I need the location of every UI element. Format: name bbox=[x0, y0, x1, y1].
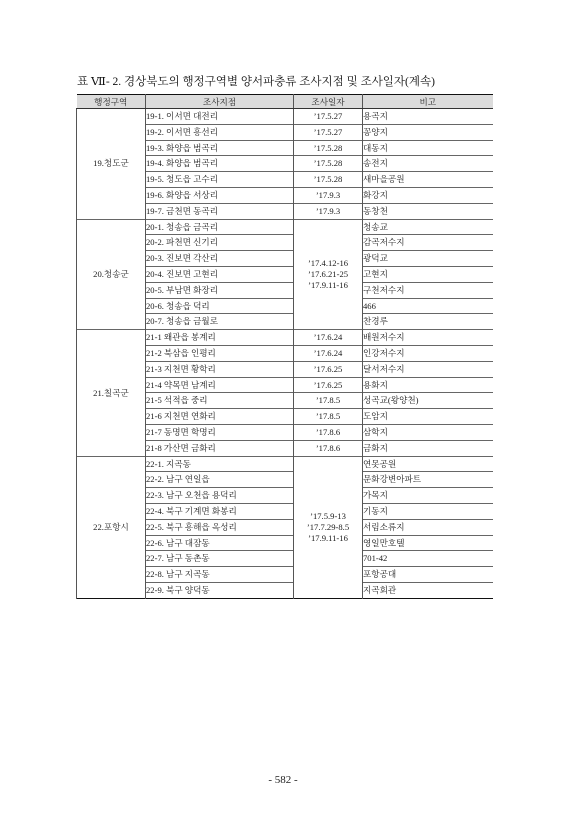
site-cell: 21-1 왜관읍 봉계리 bbox=[146, 330, 294, 346]
header-site: 조사지점 bbox=[146, 95, 294, 109]
site-cell: 19-5. 청도읍 고수리 bbox=[146, 172, 294, 188]
note-cell: 삼학지 bbox=[363, 424, 493, 440]
table-header bbox=[77, 95, 493, 109]
site-cell: 20-7. 청송읍 금월로 bbox=[146, 314, 294, 330]
site-cell: 19-2. 이서면 흥선리 bbox=[146, 124, 294, 140]
note-cell: 광덕교 bbox=[363, 251, 493, 267]
date-cell: ’17.6.25 bbox=[294, 361, 363, 377]
table-title: 표 Ⅶ- 2. 경상북도의 행정구역별 양서파충류 조사지점 및 조사일자(계속) bbox=[77, 76, 435, 88]
merged-date-cell bbox=[294, 219, 363, 330]
site-cell: 20-3. 진보면 각산리 bbox=[146, 251, 294, 267]
note-cell: 배원저수지 bbox=[363, 330, 493, 346]
note-cell: 금화지 bbox=[363, 440, 493, 456]
site-cell: 21-8 가산면 금화리 bbox=[146, 440, 294, 456]
date-cell: ’17.6.25 bbox=[294, 377, 363, 393]
site-cell: 20-4. 진보면 고현리 bbox=[146, 266, 294, 282]
header-row bbox=[77, 95, 493, 109]
note-cell: 영일만호텔 bbox=[363, 535, 493, 551]
date-line: ’17.9.11-16 bbox=[308, 532, 348, 543]
site-cell: 20-6. 청송읍 덕리 bbox=[146, 298, 294, 314]
region-cell: 20.청송군 bbox=[77, 219, 146, 330]
date-cell: ’17.6.24 bbox=[294, 345, 363, 361]
region-cell: 21.칠곡군 bbox=[77, 330, 146, 456]
site-cell: 20-5. 부남면 화장리 bbox=[146, 282, 294, 298]
table-row bbox=[77, 330, 493, 346]
site-cell: 22-4. 북구 기계면 화봉리 bbox=[146, 503, 294, 519]
note-cell: 고현지 bbox=[363, 266, 493, 282]
note-cell: 가목지 bbox=[363, 488, 493, 504]
header-region: 행정구역 bbox=[77, 95, 146, 109]
note-cell: 문화강변아파트 bbox=[363, 472, 493, 488]
note-cell: 도암지 bbox=[363, 409, 493, 425]
site-cell: 19-6. 화양읍 서상리 bbox=[146, 187, 294, 203]
site-cell: 22-3. 남구 오천읍 용덕리 bbox=[146, 488, 294, 504]
date-cell: ’17.8.5 bbox=[294, 409, 363, 425]
site-cell: 19-7. 금천면 동곡리 bbox=[146, 203, 294, 219]
site-cell: 21-7 동명면 학명리 bbox=[146, 424, 294, 440]
date-cell: ’17.5.27 bbox=[294, 109, 363, 125]
note-cell: 동창천 bbox=[363, 203, 493, 219]
note-cell: 감곡저수지 bbox=[363, 235, 493, 251]
note-cell: 꽁양지 bbox=[363, 124, 493, 140]
note-cell: 용곡지 bbox=[363, 109, 493, 125]
site-cell: 22-5. 북구 흥해읍 옥성리 bbox=[146, 519, 294, 535]
site-cell: 22-9. 북구 양덕동 bbox=[146, 582, 294, 598]
note-cell: 연못공원 bbox=[363, 456, 493, 472]
date-cell: ’17.5.27 bbox=[294, 124, 363, 140]
site-cell: 22-1. 지곡동 bbox=[146, 456, 294, 472]
site-cell: 21-5 석적읍 중리 bbox=[146, 393, 294, 409]
site-cell: 19-1. 이서면 대전리 bbox=[146, 109, 294, 125]
site-cell: 21-6 지천면 연화리 bbox=[146, 409, 294, 425]
site-cell: 21-3 지천면 황학리 bbox=[146, 361, 294, 377]
date-cell: ’17.6.24 bbox=[294, 330, 363, 346]
note-cell: 기동지 bbox=[363, 503, 493, 519]
note-cell: 송전지 bbox=[363, 156, 493, 172]
site-cell: 22-6. 남구 대잠동 bbox=[146, 535, 294, 551]
date-cell: ’17.5.28 bbox=[294, 172, 363, 188]
header-note: 비고 bbox=[363, 95, 493, 109]
note-cell: 찬경루 bbox=[363, 314, 493, 330]
header-date: 조사일자 bbox=[294, 95, 363, 109]
note-cell: 구천저수지 bbox=[363, 282, 493, 298]
note-cell: 701-42 bbox=[363, 551, 493, 567]
table-row bbox=[77, 109, 493, 125]
date-line: ’17.6.21-25 bbox=[307, 268, 349, 279]
note-cell: 서림소류지 bbox=[363, 519, 493, 535]
table-row bbox=[77, 456, 493, 472]
region-cell: 19.청도군 bbox=[77, 109, 146, 220]
page-number: - 582 - bbox=[268, 774, 298, 786]
site-cell: 21-4 약목면 남계리 bbox=[146, 377, 294, 393]
site-cell: 22-7. 남구 동촌동 bbox=[146, 551, 294, 567]
note-cell: 청송교 bbox=[363, 219, 493, 235]
note-cell: 새마을공원 bbox=[363, 172, 493, 188]
note-cell: 달서저수지 bbox=[363, 361, 493, 377]
note-cell: 지곡회관 bbox=[363, 582, 493, 598]
site-cell: 22-8. 남구 지곡동 bbox=[146, 567, 294, 583]
survey-table bbox=[76, 94, 493, 599]
merged-date-cell bbox=[294, 456, 363, 598]
date-line: ’17.9.11-16 bbox=[308, 279, 348, 290]
site-cell: 21-2 북삼읍 인평리 bbox=[146, 345, 294, 361]
note-cell: 대동지 bbox=[363, 140, 493, 156]
note-cell: 인강저수지 bbox=[363, 345, 493, 361]
date-line: ’17.4.12-16 bbox=[307, 257, 349, 268]
site-cell: 19-3. 화양읍 범곡리 bbox=[146, 140, 294, 156]
date-cell: ’17.8.6 bbox=[294, 424, 363, 440]
table-row bbox=[77, 219, 493, 235]
date-cell: ’17.9.3 bbox=[294, 203, 363, 219]
note-cell: 용화지 bbox=[363, 377, 493, 393]
note-cell: 화강지 bbox=[363, 187, 493, 203]
table-body bbox=[77, 109, 493, 599]
site-cell: 20-1. 청송읍 금곡리 bbox=[146, 219, 294, 235]
date-cell: ’17.5.28 bbox=[294, 140, 363, 156]
site-cell: 20-2. 파천면 신기리 bbox=[146, 235, 294, 251]
date-line: ’17.7.29-8.5 bbox=[306, 521, 350, 532]
date-cell: ’17.9.3 bbox=[294, 187, 363, 203]
date-cell: ’17.5.28 bbox=[294, 156, 363, 172]
date-cell: ’17.8.6 bbox=[294, 440, 363, 456]
note-cell: 466 bbox=[363, 298, 493, 314]
note-cell: 성곡교(왕양천) bbox=[363, 393, 493, 409]
date-line: ’17.5.9-13 bbox=[310, 510, 346, 521]
date-cell: ’17.8.5 bbox=[294, 393, 363, 409]
region-cell: 22.포항시 bbox=[77, 456, 146, 598]
note-cell: 포항공대 bbox=[363, 567, 493, 583]
site-cell: 19-4. 화양읍 범곡리 bbox=[146, 156, 294, 172]
site-cell: 22-2. 남구 연일읍 bbox=[146, 472, 294, 488]
